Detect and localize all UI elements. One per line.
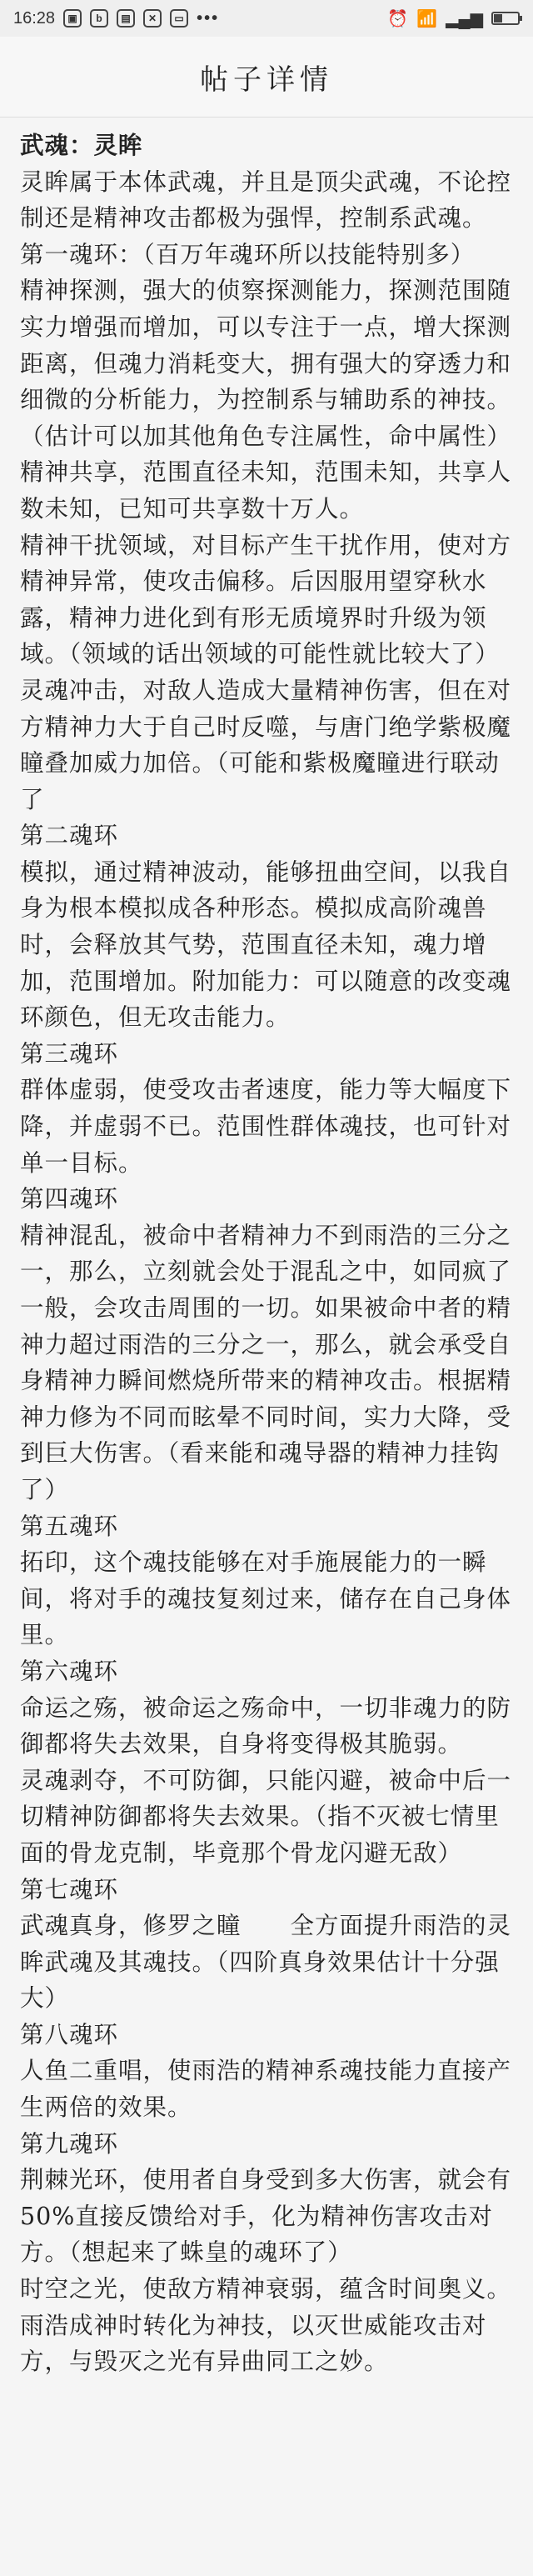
post-paragraph: 拓印，这个魂技能够在对手施展能力的一瞬间，将对手的魂技复刻过来，储存在自己身体里。 [20,1548,512,1649]
post-paragraph: 模拟，通过精神波动，能够扭曲空间，以我自身为根本模拟成各种形态。模拟成高阶魂兽时，会释放其气势，范围直径未知，魂力增加，范围增加。附加能力：可以随意的改变魂环颜色，但无攻击能力。 [20,858,512,1032]
wifi-icon: 📶 [416,9,438,28]
post-paragraph: 武魂真身，修罗之瞳 全方面提升雨浩的灵眸武魂及其魂技。（四阶真身效果估计十分强大） [20,1912,512,2013]
post-paragraph: 第七魂环 [20,1875,119,1903]
b-app-icon: b [90,9,108,28]
post-paragraph: 精神混乱，被命中者精神力不到雨浩的三分之一，那么，立刻就会处于混乱之中，如同疯了一般，会攻击周围的一切。如果被命中者的精神力超过雨浩的三分之一，那么，就会承受自身精神力瞬间燃烧所带来的精神攻击。根据精神力修为不同而眩晕不同时间，实力大降，受到巨大伤害。（看来能和魂导器的精神力挂钩了） [20,1221,512,1503]
post-content [0,118,533,2380]
post-paragraph: 时空之光，使敌方精神衰弱，蕴含时间奥义。雨浩成神时转化为神技，以灭世威能攻击对方，与毁灭之光有异曲同工之妙。 [20,2275,512,2376]
post-paragraph: 第八魂环 [20,2020,119,2048]
post-paragraph: 第二魂环 [20,822,119,850]
post-paragraph: 第四魂环 [20,1185,119,1213]
post-paragraph: 灵魂剥夺，不可防御，只能闪避，被命中后一切精神防御都将失去效果。（指不灭被七情里面的骨龙克制，毕竟那个骨龙闪避无敌） [20,1766,512,1867]
status-time: 16:28 [13,8,56,28]
mute-icon: ✕ [143,9,162,28]
post-paragraph: 第一魂环：（百万年魂环所以技能特别多） [20,240,476,268]
post-paragraph: 精神探测，强大的侦察探测能力，探测范围随实力增强而增加，可以专注于一点，增大探测距离，但魂力消耗变大，拥有强大的穿透力和细微的分析能力，为控制系与辅助系的神技。（估计可以加其他角色专注属性，命中属性） [20,277,512,450]
sd-icon: ▭ [170,9,188,28]
status-right [387,8,520,29]
page-header [0,37,533,118]
photo-icon: ▣ [63,9,82,28]
battery-level [494,14,502,23]
status-left [13,9,219,28]
battery-icon [491,12,520,25]
post-paragraph: 第五魂环 [20,1512,119,1540]
post-paragraph: 灵魂冲击，对敌人造成大量精神伤害，但在对方精神力大于自己时反噬，与唐门绝学紫极魔瞳叠加威力加倍。（可能和紫极魔瞳进行联动了 [20,676,512,813]
post-paragraph: 人鱼二重唱，使雨浩的精神系魂技能力直接产生两倍的效果。 [20,2057,512,2122]
post-paragraph: 命运之殇，被命运之殇命中，一切非魂力的防御都将失去效果，自身将变得极其脆弱。 [20,1693,512,1758]
post-paragraph: 灵眸属于本体武魂，并且是顶尖武魂，不论控制还是精神攻击都极为强悍，控制系武魂。 [20,168,512,233]
page-title: 帖子详情 [200,63,333,97]
post-heading: 武魂：灵眸 [20,131,143,159]
post-paragraph: 荆棘光环，使用者自身受到多大伤害，就会有50%直接反馈给对手，化为精神伤害攻击对方。（想起来了蛛皇的魂环了） [20,2166,512,2267]
more-dots: ••• [197,8,220,28]
news-icon: ▤ [117,9,135,28]
signal-icon: ▂▄▆ [446,9,483,28]
post-paragraph: 第六魂环 [20,1657,119,1685]
post-paragraph: 精神干扰领域，对目标产生干扰作用，使对方精神异常，使攻击偏移。后因服用望穿秋水露，精神力进化到有形无质境界时升级为领域。（领域的话出领域的可能性就比较大了） [20,531,512,668]
post-paragraph: 第九魂环 [20,2129,119,2158]
status-bar [0,0,533,37]
post-paragraph: 精神共享，范围直径未知，范围未知，共享人数未知，已知可共享数十万人。 [20,458,512,523]
alarm-icon: ⏰ [387,9,409,28]
post-paragraph: 第三魂环 [20,1039,119,1068]
post-paragraph: 群体虚弱，使受攻击者速度，能力等大幅度下降，并虚弱不已。范围性群体魂技，也可针对单一目标。 [20,1076,512,1177]
